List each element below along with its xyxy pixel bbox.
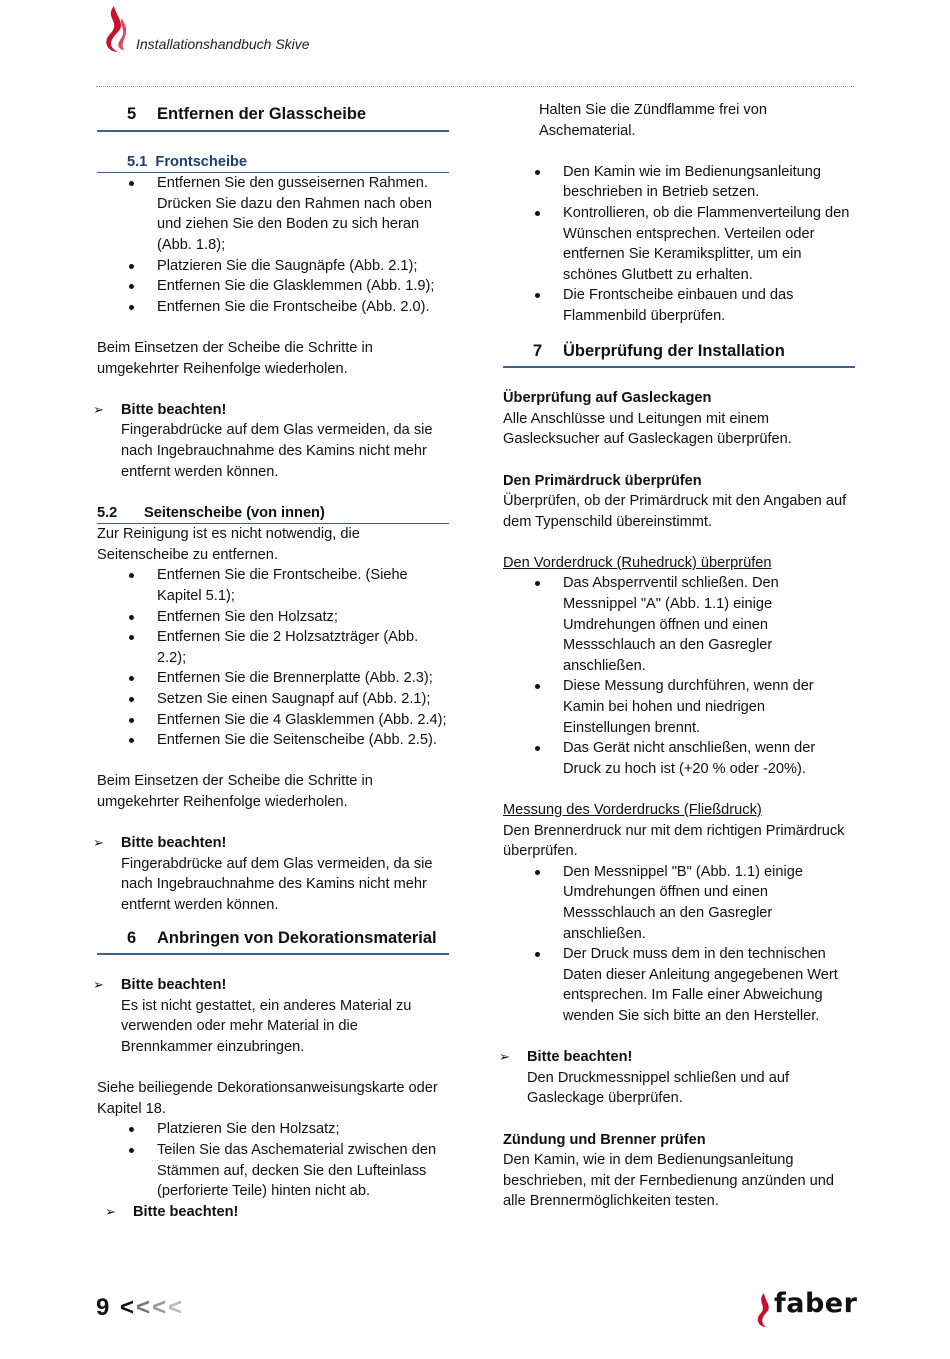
note-title: Bitte beachten! xyxy=(133,1203,239,1220)
paragraph: Den Kamin, wie in dem Bedienungsanleitung beschrieben, mit der Fernbedienung anzünden und alle Brennermöglichkeiten testen. xyxy=(503,1152,835,1210)
list-item: Diese Messung durchführen, wenn der Kamin bei hohen und niedrigen Einstellungen brennt. xyxy=(563,676,855,738)
paragraph: Beim Einsetzen der Scheibe die Schritte in umgekehrter Reihenfolge wiederholen. xyxy=(97,773,373,810)
note-title: Bitte beachten! xyxy=(527,1049,633,1066)
list-item: Entfernen Sie den Holzsatz; xyxy=(157,607,449,628)
arrow-bullet-icon: ➢ xyxy=(93,977,104,993)
list-item: Das Gerät nicht anschließen, wenn der Druck zu hoch ist (+20 % oder -20%). xyxy=(563,738,855,779)
list-item: Entfernen Sie die Glasklemmen (Abb. 1.9); xyxy=(157,276,449,297)
list-item: Platzieren Sie die Saugnäpfe (Abb. 2.1); xyxy=(157,256,449,277)
list-item: Entfernen Sie die 2 Holzsatzträger (Abb. 2.2); xyxy=(157,627,449,668)
paragraph: Halten Sie die Zündflamme frei von Aschematerial. xyxy=(539,102,767,139)
section-6-list xyxy=(97,1119,449,1201)
list-item: Den Messnippel "B" (Abb. 1.1) einige Umdrehungen öffnen und einen Messschlauch an den Gasregler anschließen. xyxy=(563,862,855,944)
page-number: 9 <<<< xyxy=(96,1294,185,1321)
faber-flame-icon xyxy=(752,1292,774,1328)
faber-logo xyxy=(752,1290,856,1330)
arrow-left-icon: < xyxy=(120,1294,137,1321)
list-item: Entfernen Sie die 4 Glasklemmen (Abb. 2.4); xyxy=(157,710,449,731)
arrow-left-icon: < xyxy=(168,1294,185,1321)
section-5-2-heading: 5.2 Seitenscheibe (von innen) xyxy=(97,503,449,525)
section-5-2-list xyxy=(97,565,449,750)
paragraph: Siehe beiliegende Dekorationsanweisungskarte oder Kapitel 18. xyxy=(97,1080,438,1117)
list-item: Setzen Sie einen Saugnapf auf (Abb. 2.1); xyxy=(157,689,449,710)
note-block xyxy=(93,833,449,915)
fliessdruck-list xyxy=(503,862,855,1027)
note-block xyxy=(499,1047,855,1109)
subheading: Überprüfung auf Gasleckagen xyxy=(503,390,712,407)
list-item: Die Frontscheibe einbauen und das Flammenbild überprüfen. xyxy=(563,285,855,326)
section-5-1-list xyxy=(97,173,449,317)
subheading: Den Primärdruck überprüfen xyxy=(503,472,702,489)
paragraph: Alle Anschlüsse und Leitungen mit einem Gaslecksucher auf Gasleckagen überprüfen. xyxy=(503,410,792,448)
note-title: Bitte beachten! xyxy=(121,401,227,418)
header-title: Installationshandbuch Skive xyxy=(136,36,310,52)
list-item: Den Kamin wie im Bedienungsanleitung beschrieben in Betrieb setzen. xyxy=(563,162,855,203)
subheading: Zündung und Brenner prüfen xyxy=(503,1131,706,1148)
section-6-heading: 6 Anbringen von Dekorationsmaterial xyxy=(97,924,449,956)
arrow-left-icon: < xyxy=(136,1294,153,1321)
paragraph: Überprüfen, ob der Primärdruck mit den Angaben auf dem Typenschild übereinstimmt. xyxy=(503,493,847,530)
note-title: Bitte beachten! xyxy=(121,835,227,852)
subheading: Den Vorderdruck (Ruhedruck) überprüfen xyxy=(503,554,772,571)
section-5-heading: 5 Entfernen der Glasscheibe xyxy=(97,100,449,132)
list-item: Entfernen Sie die Frontscheibe. (Siehe Kapitel 5.1); xyxy=(157,565,449,606)
arrow-bullet-icon: ➢ xyxy=(499,1049,510,1065)
right-column xyxy=(499,100,855,1212)
arrow-bullet-icon: ➢ xyxy=(93,835,104,851)
vordruck-list xyxy=(503,573,855,779)
list-item: Entfernen Sie die Seitenscheibe (Abb. 2.5). xyxy=(157,730,449,751)
note-block xyxy=(97,1202,449,1223)
list-item: Entfernen Sie die Frontscheibe (Abb. 2.0). xyxy=(157,297,449,318)
brand-name: faber xyxy=(774,1288,858,1319)
list-item: Das Absperrventil schließen. Den Messnippel "A" (Abb. 1.1) einige Umdrehungen öffnen und einen Messschlauch an den Gasregler anschließen. xyxy=(563,573,855,676)
header-divider xyxy=(96,86,854,87)
note-text: Den Druckmessnippel schließen und auf Gasleckage überprüfen. xyxy=(527,1069,790,1107)
note-text: Es ist nicht gestattet, ein anderes Material zu verwenden oder mehr Material in die Brennkammer einzubringen. xyxy=(121,997,412,1055)
list-item: Entfernen Sie den gusseisernen Rahmen. Drücken Sie dazu den Rahmen nach oben und ziehen Sie den Boden zu sich heran (Abb. 1.8); xyxy=(157,173,449,255)
list-item: Platzieren Sie den Holzsatz; xyxy=(157,1119,449,1140)
paragraph: Den Brennerdruck nur mit dem richtigen Primärdruck überprüfen. xyxy=(503,822,845,860)
arrow-bullet-icon: ➢ xyxy=(105,1203,116,1219)
note-block xyxy=(93,975,449,1057)
subheading: Messung des Vorderdrucks (Fließdruck) xyxy=(503,802,762,818)
arrow-left-icon: < xyxy=(152,1294,169,1321)
paragraph: Zur Reinigung ist es nicht notwendig, die Seitenscheibe zu entfernen. xyxy=(97,526,360,563)
flame-logo-icon xyxy=(96,4,132,54)
left-column xyxy=(93,100,449,1222)
note-text: Fingerabdrücke auf dem Glas vermeiden, da sie nach Ingebrauchnahme des Kamins nicht mehr entfernt werden können. xyxy=(121,422,433,480)
section-7-heading: 7 Überprüfung der Installation xyxy=(503,337,855,369)
note-text: Fingerabdrücke auf dem Glas vermeiden, da sie nach Ingebrauchnahme des Kamins nicht mehr entfernt werden können. xyxy=(121,855,433,913)
paragraph: Beim Einsetzen der Scheibe die Schritte in umgekehrter Reihenfolge wiederholen. xyxy=(97,339,373,377)
section-5-1-heading: 5.1 Frontscheibe xyxy=(97,152,449,174)
page-header xyxy=(96,0,856,90)
check-list xyxy=(503,162,855,327)
list-item: Entfernen Sie die Brennerplatte (Abb. 2.3); xyxy=(157,668,449,689)
list-item: Kontrollieren, ob die Flammenverteilung den Wünschen entsprechen. Verteilen oder entfernen Sie Keramiksplitter, um ein schönes Glutbett zu erhalten. xyxy=(563,203,855,285)
note-block xyxy=(93,400,449,482)
list-item: Teilen Sie das Aschematerial zwischen den Stämmen auf, decken Sie den Lufteinlass (perforierte Teile) hinten nicht ab. xyxy=(157,1140,449,1202)
note-title: Bitte beachten! xyxy=(121,977,227,994)
list-item: Der Druck muss dem in den technischen Daten dieser Anleitung angegebenen Wert entsprechen. Im Falle einer Abweichung wenden Sie sich bitte an den Hersteller. xyxy=(563,944,855,1026)
arrow-bullet-icon: ➢ xyxy=(93,401,104,417)
